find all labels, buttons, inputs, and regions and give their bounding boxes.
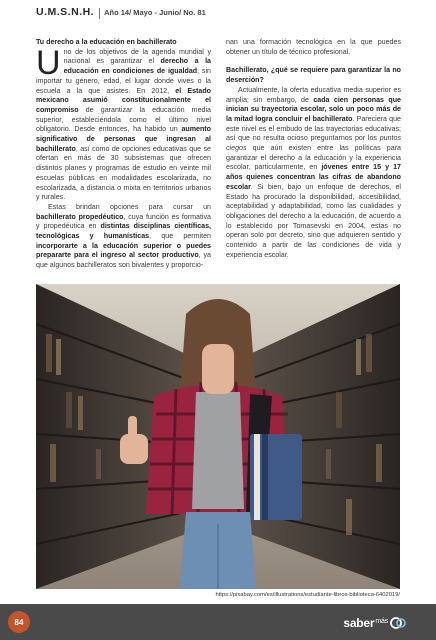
bold-run: distintas disciplinas científicas, tecnológicas y humanísticas <box>36 222 211 241</box>
text-run: no de los objetivos de la agenda mundial y nacional es garantizar el <box>63 47 211 66</box>
paragraph-continuation: nan una formación tecnológica en la que puedes obtener un título de técnico profesional. <box>226 38 401 56</box>
page-footer <box>0 604 436 640</box>
text-run: , que permiten <box>149 232 211 241</box>
section-heading: Bachillerato, ¿qué se requiere para garantizar la no deserción? <box>226 66 401 85</box>
text-column-left <box>36 38 211 271</box>
text-run: que aún existen entre las políticas para garantizar el derecho a la educación y la experiencia escolar, particularmente, en <box>226 144 401 172</box>
bold-run: jóvenes entre 15 y 17 años quienes concentran las cifras de abandono escolar <box>226 163 401 191</box>
bold-run: bachillerato propedéutico <box>36 212 124 221</box>
photo-credit: https://pixabay.com/es/illustrations/estudiante-libros-biblioteca-6402019/ <box>215 592 400 598</box>
text-run: . Si bien, bajo un enfoque de derechos, el Estado ha procurado la disponibilidad, accesibilidad, aceptabilidad y adaptabilidad, como las cualidades y obligaciones del derecho a la educación, de acuerdo a lo establecido por Tomasevski en 2004, estas no operan solo por decreto, sino que adquieren sentido y contenido a partir de las condiciones de vida y experiencia escolar. <box>226 182 401 259</box>
logo-superscript: más <box>375 617 388 625</box>
drop-cap: U <box>36 43 61 82</box>
header-divider <box>99 8 100 19</box>
italic-run: puntos ciegos <box>226 134 401 153</box>
bold-run: aumento significativo de personas que ingresan al bachillerato <box>36 125 211 153</box>
student-library-photo <box>36 284 400 589</box>
text-run: . Pareciera que este nivel es el embudo de las trayectorias educativas; así que no resulta ocioso preguntarnos por los <box>226 114 401 143</box>
text-run: de garantizar la educación media superior, estableciéndola como el último nivel obligatorio. Desde entonces, ha habido un <box>36 105 211 134</box>
logo-text: saber <box>343 616 375 630</box>
text-run: , sin importar tu género, edad, el lugar donde vives o la escuela a la que asistes. En 2012, <box>36 67 212 95</box>
article-title: Tu derecho a la educación en bachillerato <box>36 38 177 46</box>
magazine-name: U.M.S.N.H. <box>36 6 95 18</box>
text-run: , así como de opciones educativas que se ofertan en más de 30 subsistemas que ofrecen distintos planes y programas de estudio en veinte mil escuelas públicas en modalidades escolarizada, no escolarizada, a distancia o mixta en territorios urbanos y rurales. <box>36 144 211 202</box>
issue-info: Año 14/ Mayo - Junio/ No. 81 <box>104 8 206 17</box>
paragraph-intro <box>36 43 212 203</box>
bold-run: el Estado mexicano asumió constitucionalmente el compromiso <box>36 86 211 114</box>
logo-mark-icon <box>390 616 406 630</box>
bold-run: cada cien personas que inician su trayectoria escolar, solo un poco más de la mitad logra concluir el bachillerato <box>226 95 401 123</box>
text-column-right <box>226 38 401 260</box>
paragraph-desercion <box>226 86 401 261</box>
text-run: , ya que algunos bachilleratos son bivalentes y proporcio- <box>36 251 212 270</box>
sabermas-logo <box>343 616 406 630</box>
bold-run: derecho a la educación en condiciones de igualdad <box>63 57 211 76</box>
text-run: Estas brindan opciones para cursar un <box>48 202 211 211</box>
text-run: , cuya función es formativa y propedéutica en <box>36 212 211 231</box>
running-header <box>36 6 406 20</box>
photo-illustration <box>36 284 400 589</box>
page-number: 84 <box>8 611 30 633</box>
text-run: Actualmente, la oferta educativa media superior es amplia; sin embargo, de <box>226 85 401 104</box>
bold-run: incorporarte a la educación superior o puedes prepararte para el ingreso al sector productivo <box>36 241 211 260</box>
paragraph-options <box>36 203 211 271</box>
